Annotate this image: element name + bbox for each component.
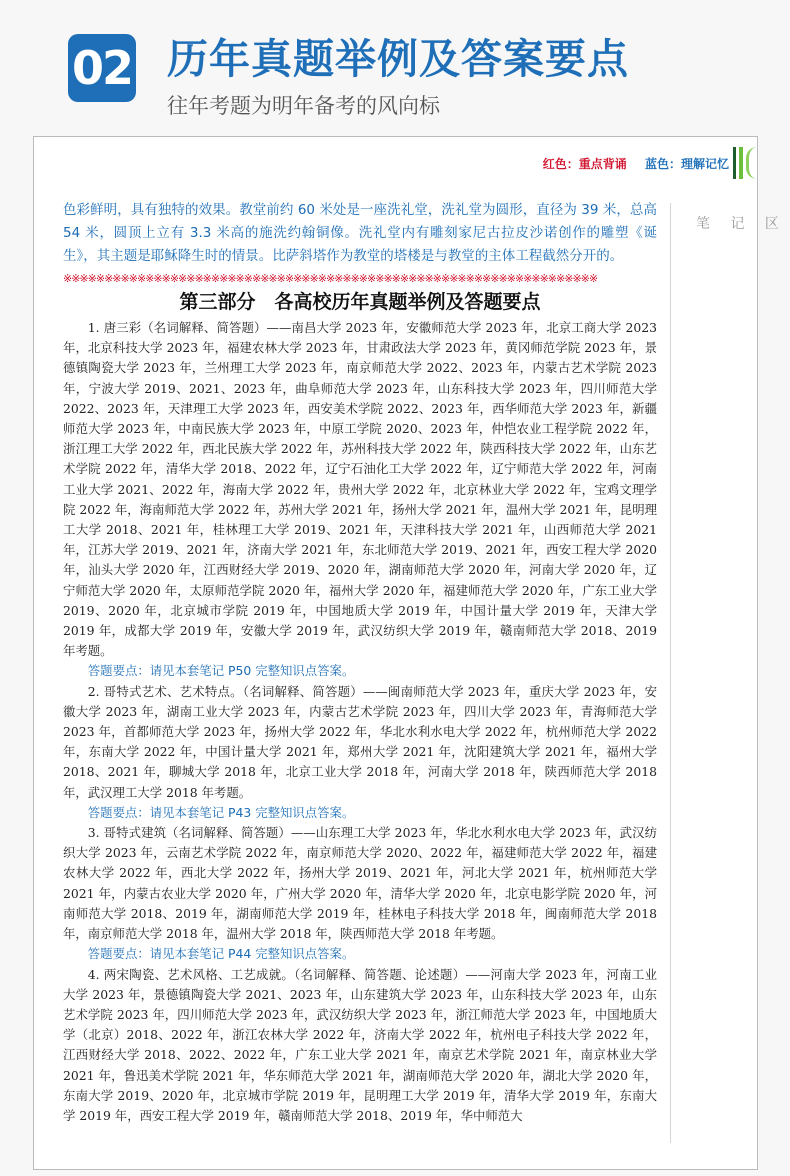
legend-bar-dark	[733, 147, 736, 179]
legend-color-bars	[731, 147, 757, 179]
question-1: 1. 唐三彩（名词解释、简答题）——南昌大学 2023 年，安徽师范大学 2023 年，北京工商大学 2023 年，北京科技大学 2023 年，福建农林大学 2023 年，甘肃政法大学 2023 年，黄冈师范学院 2023 年，景德镇陶瓷大学 2023 年，兰州理工大学 2023 年，南京师范大学 2022、2023 年，内蒙古艺术学院 2023 年，宁波大学 2019、2021、2023 年，曲阜师范大学 2023 年，山东科技大学 2023 年，四川师范大学 2022、2023 年，天津理工大学 2023 年，西安美术学院 2022、2023 年，西华师范大学 2023 年，新疆师范大学 2023 年，中南民族大学 2023 年，中原工学院 2020、2023 年，仲恺农业工程学院 2022 年，浙江理工大学 2022 年，西北民族大学 2022 年，苏州科技大学 2022 年，陕西科技大学 2022 年，山东艺术学院 2022 年，清华大学 2018、2022 年，辽宁石油化工大学 2022 年，辽宁师范大学 2022 年，河南工业大学 2021、2022 年，海南大学 2022 年，贵州大学 2022 年，北京林业大学 2022 年，宝鸡文理学院 2022 年，海南师范大学 2022 年，苏州大学 2021 年，扬州大学 2021 年，温州大学 2021 年，昆明理工大学 2018、2021 年，桂林理工大学 2019、2021 年，天津科技大学 2021 年，山西师范大学 2021 年，江苏大学 2019、2021 年，济南大学 2021 年，东北师范大学 2019、2021 年，西安工程大学 2020 年，汕头大学 2020 年，江西财经大学 2019、2020 年，湖南师范大学 2020 年，河南大学 2020 年，辽宁师范大学 2020 年，太原师范学院 2020 年，福州大学 2020 年，福建师范大学 2020 年，广东工业大学 2019、2020 年，北京城市学院 2019 年，中国地质大学 2019 年，中国计量大学 2019 年，天津大学 2019 年，成都大学 2019 年，安徽大学 2019 年，武汉纺织大学 2019 年，赣南师范大学 2018、2019 年考题。	[63, 320, 657, 659]
question-2: 2. 哥特式艺术、艺术特点。（名词解释、简答题）——闽南师范大学 2023 年，重庆大学 2023 年，安徽大学 2023 年，湖南工业大学 2023 年，内蒙古艺术学院 2023 年，四川大学 2023 年，青海师范大学 2023 年，首都师范大学 2023 年，扬州大学 2022 年，华北水利水电大学 2022 年，杭州师范大学 2022 年，东南大学 2022 年，中国计量大学 2021 年，郑州大学 2021 年，沈阳建筑大学 2021 年，福州大学 2018、2021 年，聊城大学 2018 年，北京工业大学 2018 年，河南大学 2018 年，陕西师范大学 2018 年，武汉理工大学 2018 年考题。	[63, 683, 657, 800]
section-headline: 历年真题举例及答案要点	[167, 35, 629, 83]
legend-bar-green	[739, 147, 743, 179]
section-subtitle: 往年考题为明年备考的风向标	[167, 94, 440, 118]
color-legend	[543, 155, 729, 172]
notes-page	[33, 136, 787, 1170]
answer-point-2: 答题要点：请见本套笔记 P43 完整知识点答案。	[87, 804, 355, 820]
notes-column-divider	[670, 203, 671, 1143]
question-3: 3. 哥特式建筑（名词解释、简答题）——山东理工大学 2023 年，华北水利水电大学 2023 年，武汉纺织大学 2023 年，云南艺术学院 2022 年，南京师范大学 2020、2022 年，福建师范大学 2022 年，福建农林大学 2022 年，西北大学 2022 年，扬州大学 2019、2021 年，河北大学 2021 年，杭州师范大学 2021 年，内蒙古农业大学 2020 年，广州大学 2020 年，清华大学 2020 年，北京电影学院 2020 年，河南师范大学 2018、2019 年，湖南师范大学 2019 年，桂林电子科技大学 2018 年，闽南师范大学 2018 年，南京师范大学 2018 年，温州大学 2018 年，陕西师范大学 2018 年考题。	[63, 825, 657, 942]
section-title: 第三部分 各高校历年真题举例及答题要点	[179, 291, 541, 313]
answer-point-1: 答题要点：请见本套笔记 P50 完整知识点答案。	[87, 663, 355, 679]
legend-blue-label: 蓝色：理解记忆	[644, 157, 729, 171]
intro-paragraph: 色彩鲜明，具有独特的效果。教堂前约 60 米处是一座洗礼堂，洗礼堂为圆形，直径为 39 米，总高 54 米，圆顶上立有 3.3 米高的施洗约翰铜像。洗礼堂内有雕刻家尼古拉皮沙诺创作的雕塑《诞生》，其主题是耶稣降生时的情景。比萨斜塔作为教堂的塔楼是与教堂的主体工程截然分开的。	[63, 202, 657, 264]
section-number-badge: 02	[68, 34, 136, 102]
answer-point-3: 答题要点：请见本套笔记 P44 完整知识点答案。	[87, 946, 355, 962]
page-content	[63, 199, 657, 1126]
legend-red-label: 红色：重点背诵	[542, 157, 627, 171]
notes-area-label: 笔 记 区	[696, 216, 787, 232]
star-divider: ※※※※※※※※※※※※※※※※※※※※※※※※※※※※※※※※※※※※※※※※※※※※※※※※※※※※※※※※※※※※※※※※※	[63, 272, 598, 285]
legend-bar-arc	[746, 147, 757, 179]
question-4: 4. 两宋陶瓷、艺术风格、工艺成就。（名词解释、简答题、论述题）——河南大学 2023 年，河南工业大学 2023 年，景德镇陶瓷大学 2021、2023 年，山东建筑大学 2023 年，山东科技大学 2023 年，山东艺术学院 2023 年，四川师范大学 2023 年，武汉纺织大学 2023 年，浙江师范大学 2023 年，中国地质大学（北京）2018、2022 年，浙江农林大学 2022 年，济南大学 2022 年，杭州电子科技大学 2022 年，江西财经大学 2018、2022、2022 年，广东工业大学 2021 年，南京艺术学院 2021 年，南京林业大学 2021 年，鲁迅美术学院 2021 年，华东师范大学 2021 年，湖南师范大学 2020 年，湖北大学 2020 年，东南大学 2019、2020 年，北京城市学院 2019 年，昆明理工大学 2019 年，清华大学 2019 年，东南大学 2019 年，西安工程大学 2019 年，赣南师范大学 2018、2019 年，华中师范大	[63, 966, 657, 1123]
